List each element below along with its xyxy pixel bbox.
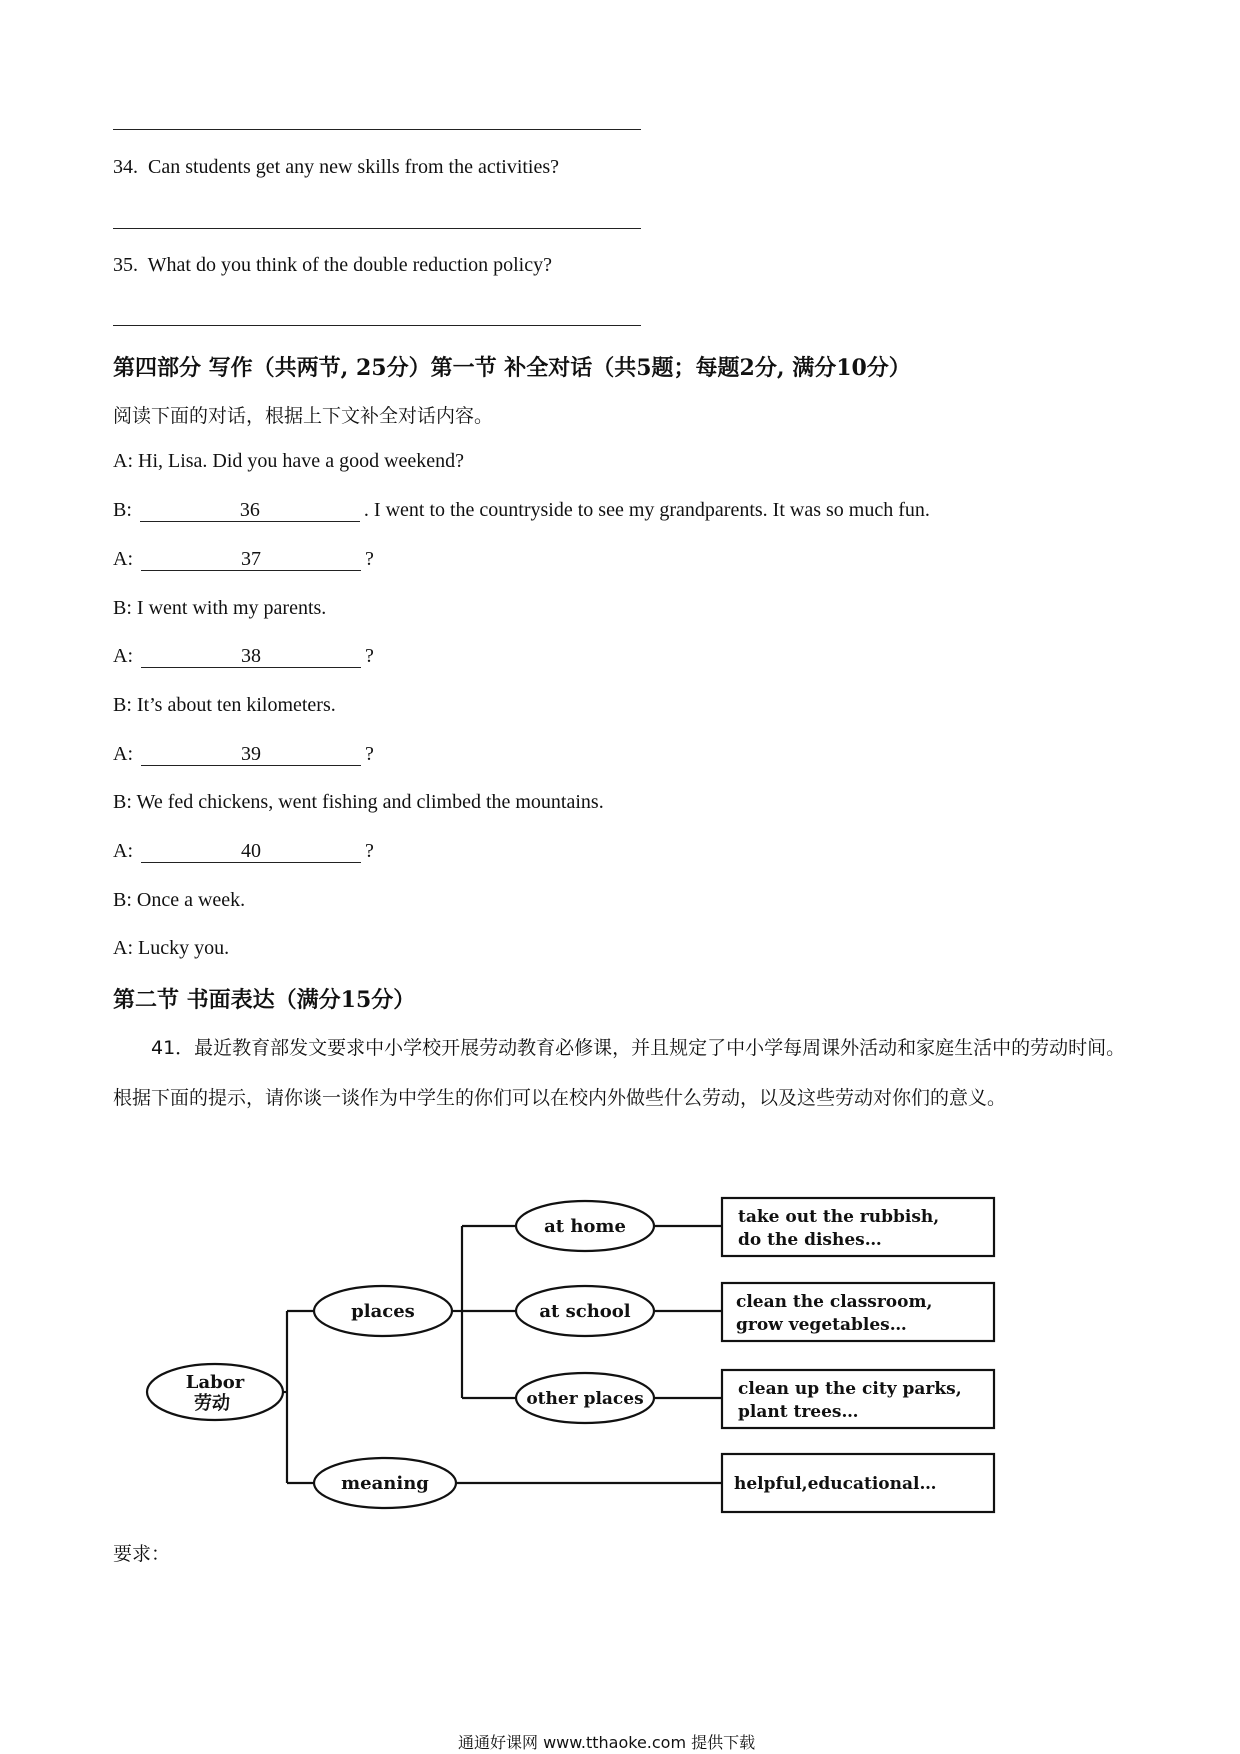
blank-36[interactable]: 36 [140,499,360,522]
blank-37[interactable]: 37 [141,548,361,571]
dialogue-line-11: A: Lucky you. [113,937,230,959]
dialogue-line-10: B: Once a week. [113,889,246,911]
blank-40[interactable]: 40 [141,840,361,863]
question-34: 34. Can students get any new skills from the activities? [113,156,560,178]
question-35: 35. What do you think of the double reduction policy? [113,254,552,276]
dialogue-line-7: A: 39 ? [113,743,374,765]
question-41: 41．最近教育部发文要求中小学校开展劳动教育必修课，并且规定了中小学每周课外活动和家庭生活中的劳动时间。根据下面的提示，请你谈一谈作为中学生的你们可以在校内外做些什么劳动，以及这些劳动对你们的意义。 [113,1037,1126,1109]
label-at-school: at school [539,1301,631,1322]
section4-instruction: 阅读下面的对话，根据上下文补全对话内容。 [113,405,494,427]
box-meaning-text: helpful,educational… [734,1474,937,1494]
dialogue-line-1: A: Hi, Lisa. Did you have a good weekend? [113,450,465,472]
answer-line-34[interactable] [113,228,641,229]
dialogue-line-6: B: It’s about ten kilometers. [113,694,336,716]
dialogue-line-4: B: I went with my parents. [113,597,327,619]
box-school-line-2: grow vegetables… [736,1315,907,1335]
dialogue-line-2: B: 36 . I went to the countryside to see my grandparents. It was so much fun. [113,499,930,521]
answer-line-33[interactable] [113,129,641,130]
labor-mind-map [140,1178,1010,1518]
label-other-places: other places [526,1389,644,1409]
blank-39[interactable]: 39 [141,743,361,766]
blank-38[interactable]: 38 [141,645,361,668]
box-home-line-1: take out the rubbish, [738,1207,940,1227]
section2-title: 第二节 书面表达（满分15分） [113,987,416,1013]
dialogue-line-9: A: 40 ? [113,840,374,862]
box-school-line-1: clean the classroom, [736,1292,933,1312]
answer-line-35[interactable] [113,325,641,326]
label-labor-cn: 劳动 [194,1393,230,1414]
footer-text: 通通好课网 www.tthaoke.com 提供下载 [458,1733,756,1752]
dialogue-line-8: B: We fed chickens, went fishing and climbed the mountains. [113,791,604,813]
label-places: places [351,1301,415,1322]
label-meaning: meaning [341,1473,429,1494]
requirements-label: 要求： [113,1543,171,1565]
label-at-home: at home [544,1216,626,1237]
section4-title: 第四部分 写作（共两节, 25分）第一节 补全对话（共5题；每题2分, 满分10分） [113,355,911,381]
box-other-line-2: plant trees… [738,1402,859,1422]
dialogue-line-3: A: 37 ? [113,548,374,570]
label-labor: Labor [185,1372,245,1393]
box-home-line-2: do the dishes… [738,1230,882,1250]
box-other-line-1: clean up the city parks, [738,1379,962,1399]
dialogue-line-5: A: 38 ? [113,645,374,667]
